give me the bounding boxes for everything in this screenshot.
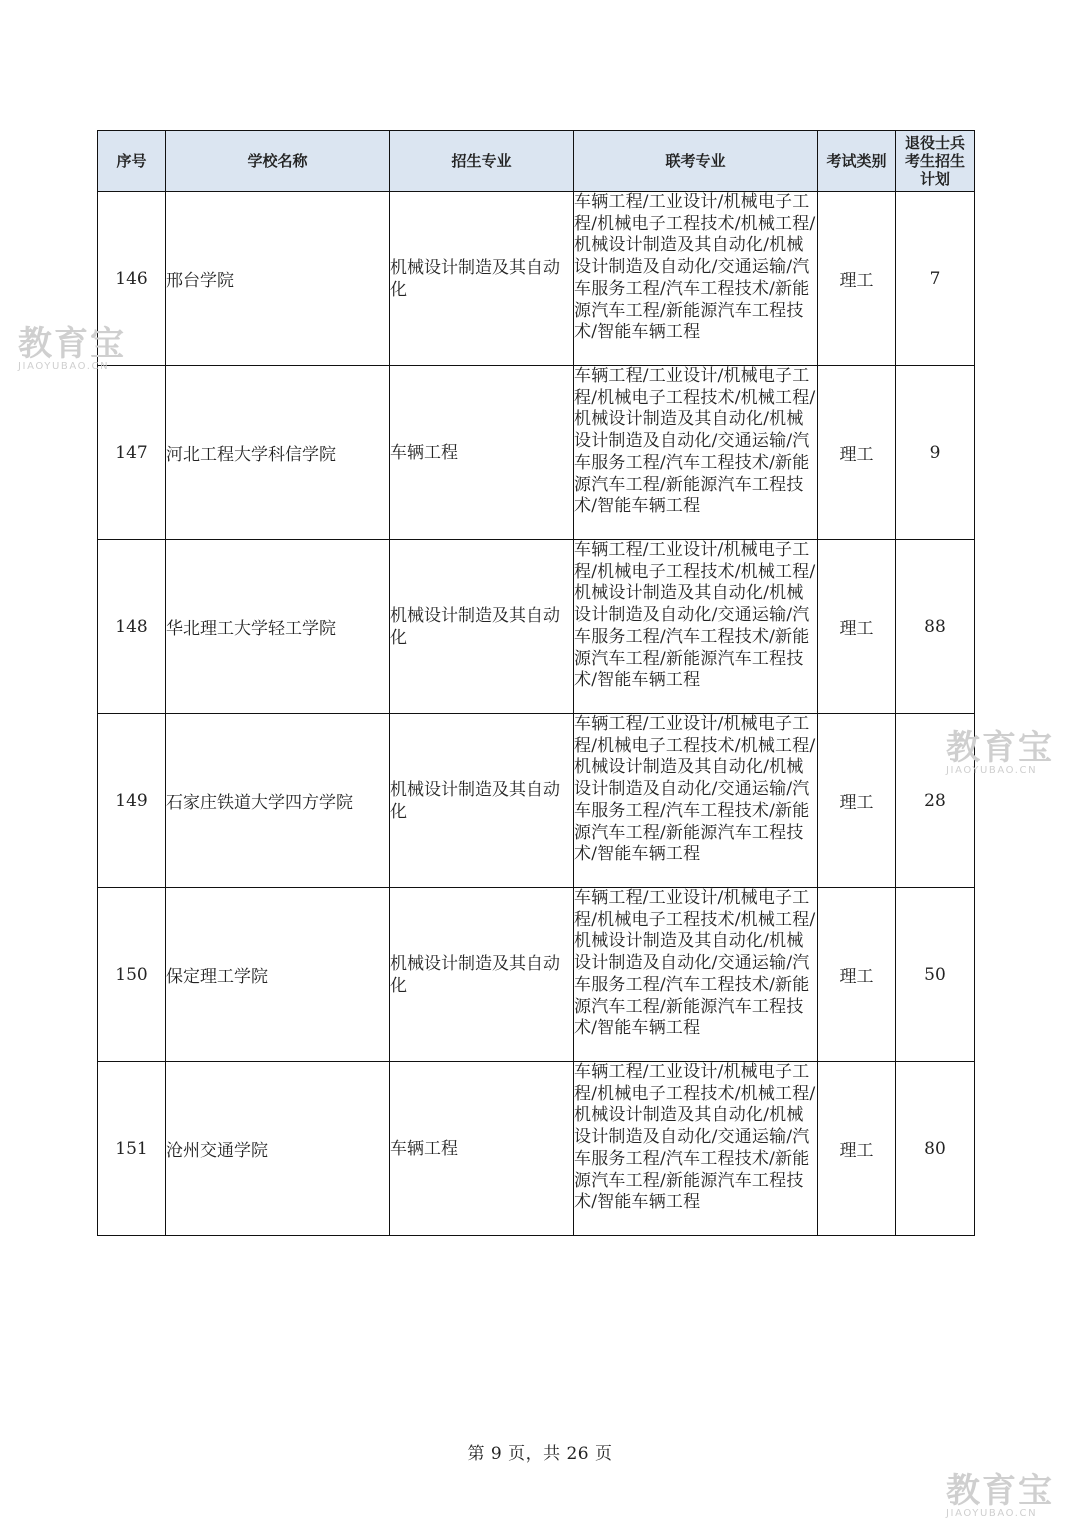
header-exam-type: 考试类别 (818, 131, 896, 192)
watermark-url: JIAOYUBAO.CN (18, 361, 110, 372)
school-name-cell: 邢台学院 (166, 192, 390, 366)
enroll-major-cell: 机械设计制造及其自动化 (390, 888, 574, 1062)
table-row (98, 366, 975, 540)
table-row (98, 1062, 975, 1236)
enroll-major-cell: 机械设计制造及其自动化 (390, 192, 574, 366)
enroll-major-cell: 车辆工程 (390, 366, 574, 540)
joint-major-cell: 车辆工程/工业设计/机械电子工程/机械电子工程技术/机械工程/机械设计制造及其自动化/机械设计制造及自动化/交通运输/汽车服务工程/汽车工程技术/新能源汽车工程/新能源汽车工程技术/智能车辆工程 (574, 888, 818, 1062)
school-name-cell: 石家庄铁道大学四方学院 (166, 714, 390, 888)
watermark-logo: 教育宝 (946, 728, 1054, 768)
enroll-major-cell: 机械设计制造及其自动化 (390, 714, 574, 888)
header-enroll-major: 招生专业 (390, 131, 574, 192)
school-name-cell: 河北工程大学科信学院 (166, 366, 390, 540)
joint-major-cell: 车辆工程/工业设计/机械电子工程/机械电子工程技术/机械工程/机械设计制造及其自动化/机械设计制造及自动化/交通运输/汽车服务工程/汽车工程技术/新能源汽车工程/新能源汽车工程技术/智能车辆工程 (574, 1062, 818, 1236)
joint-major-cell: 车辆工程/工业设计/机械电子工程/机械电子工程技术/机械工程/机械设计制造及其自动化/机械设计制造及自动化/交通运输/汽车服务工程/汽车工程技术/新能源汽车工程/新能源汽车工程技术/智能车辆工程 (574, 366, 818, 540)
watermark (946, 1471, 1054, 1520)
joint-major-cell: 车辆工程/工业设计/机械电子工程/机械电子工程技术/机械工程/机械设计制造及其自动化/机械设计制造及自动化/交通运输/汽车服务工程/汽车工程技术/新能源汽车工程/新能源汽车工程技术/智能车辆工程 (574, 192, 818, 366)
table-header-row (98, 131, 975, 192)
joint-major-cell: 车辆工程/工业设计/机械电子工程/机械电子工程技术/机械工程/机械设计制造及其自动化/机械设计制造及自动化/交通运输/汽车服务工程/汽车工程技术/新能源汽车工程/新能源汽车工程技术/智能车辆工程 (574, 714, 818, 888)
seq-cell: 151 (98, 1062, 166, 1236)
header-veteran-quota: 退役士兵考生招生计划 (896, 131, 975, 192)
veteran-quota-cell: 28 (896, 714, 975, 888)
veteran-quota-cell: 7 (896, 192, 975, 366)
enrollment-plan-table (97, 130, 975, 1236)
seq-cell: 149 (98, 714, 166, 888)
seq-cell: 146 (98, 192, 166, 366)
seq-cell: 150 (98, 888, 166, 1062)
exam-type-cell: 理工 (818, 366, 896, 540)
exam-type-cell: 理工 (818, 192, 896, 366)
enroll-major-cell: 机械设计制造及其自动化 (390, 540, 574, 714)
header-joint-major: 联考专业 (574, 131, 818, 192)
school-name-cell: 华北理工大学轻工学院 (166, 540, 390, 714)
header-school-name: 学校名称 (166, 131, 390, 192)
veteran-quota-cell: 80 (896, 1062, 975, 1236)
watermark-logo: 教育宝 (18, 324, 126, 364)
watermark-url: JIAOYUBAO.CN (946, 1508, 1038, 1519)
exam-type-cell: 理工 (818, 1062, 896, 1236)
exam-type-cell: 理工 (818, 888, 896, 1062)
watermark-logo: 教育宝 (946, 1471, 1054, 1511)
exam-type-cell: 理工 (818, 540, 896, 714)
enroll-major-cell: 车辆工程 (390, 1062, 574, 1236)
watermark-url: JIAOYUBAO.CN (946, 765, 1038, 776)
seq-cell: 148 (98, 540, 166, 714)
table-row (98, 540, 975, 714)
seq-cell: 147 (98, 366, 166, 540)
veteran-quota-cell: 50 (896, 888, 975, 1062)
joint-major-cell: 车辆工程/工业设计/机械电子工程/机械电子工程技术/机械工程/机械设计制造及其自动化/机械设计制造及自动化/交通运输/汽车服务工程/汽车工程技术/新能源汽车工程/新能源汽车工程技术/智能车辆工程 (574, 540, 818, 714)
page-number: 第 9 页，共 26 页 (467, 1444, 613, 1464)
table-row (98, 192, 975, 366)
school-name-cell: 沧州交通学院 (166, 1062, 390, 1236)
header-seq: 序号 (98, 131, 166, 192)
veteran-quota-cell: 9 (896, 366, 975, 540)
school-name-cell: 保定理工学院 (166, 888, 390, 1062)
exam-type-cell: 理工 (818, 714, 896, 888)
table-row (98, 888, 975, 1062)
table-row (98, 714, 975, 888)
veteran-quota-cell: 88 (896, 540, 975, 714)
